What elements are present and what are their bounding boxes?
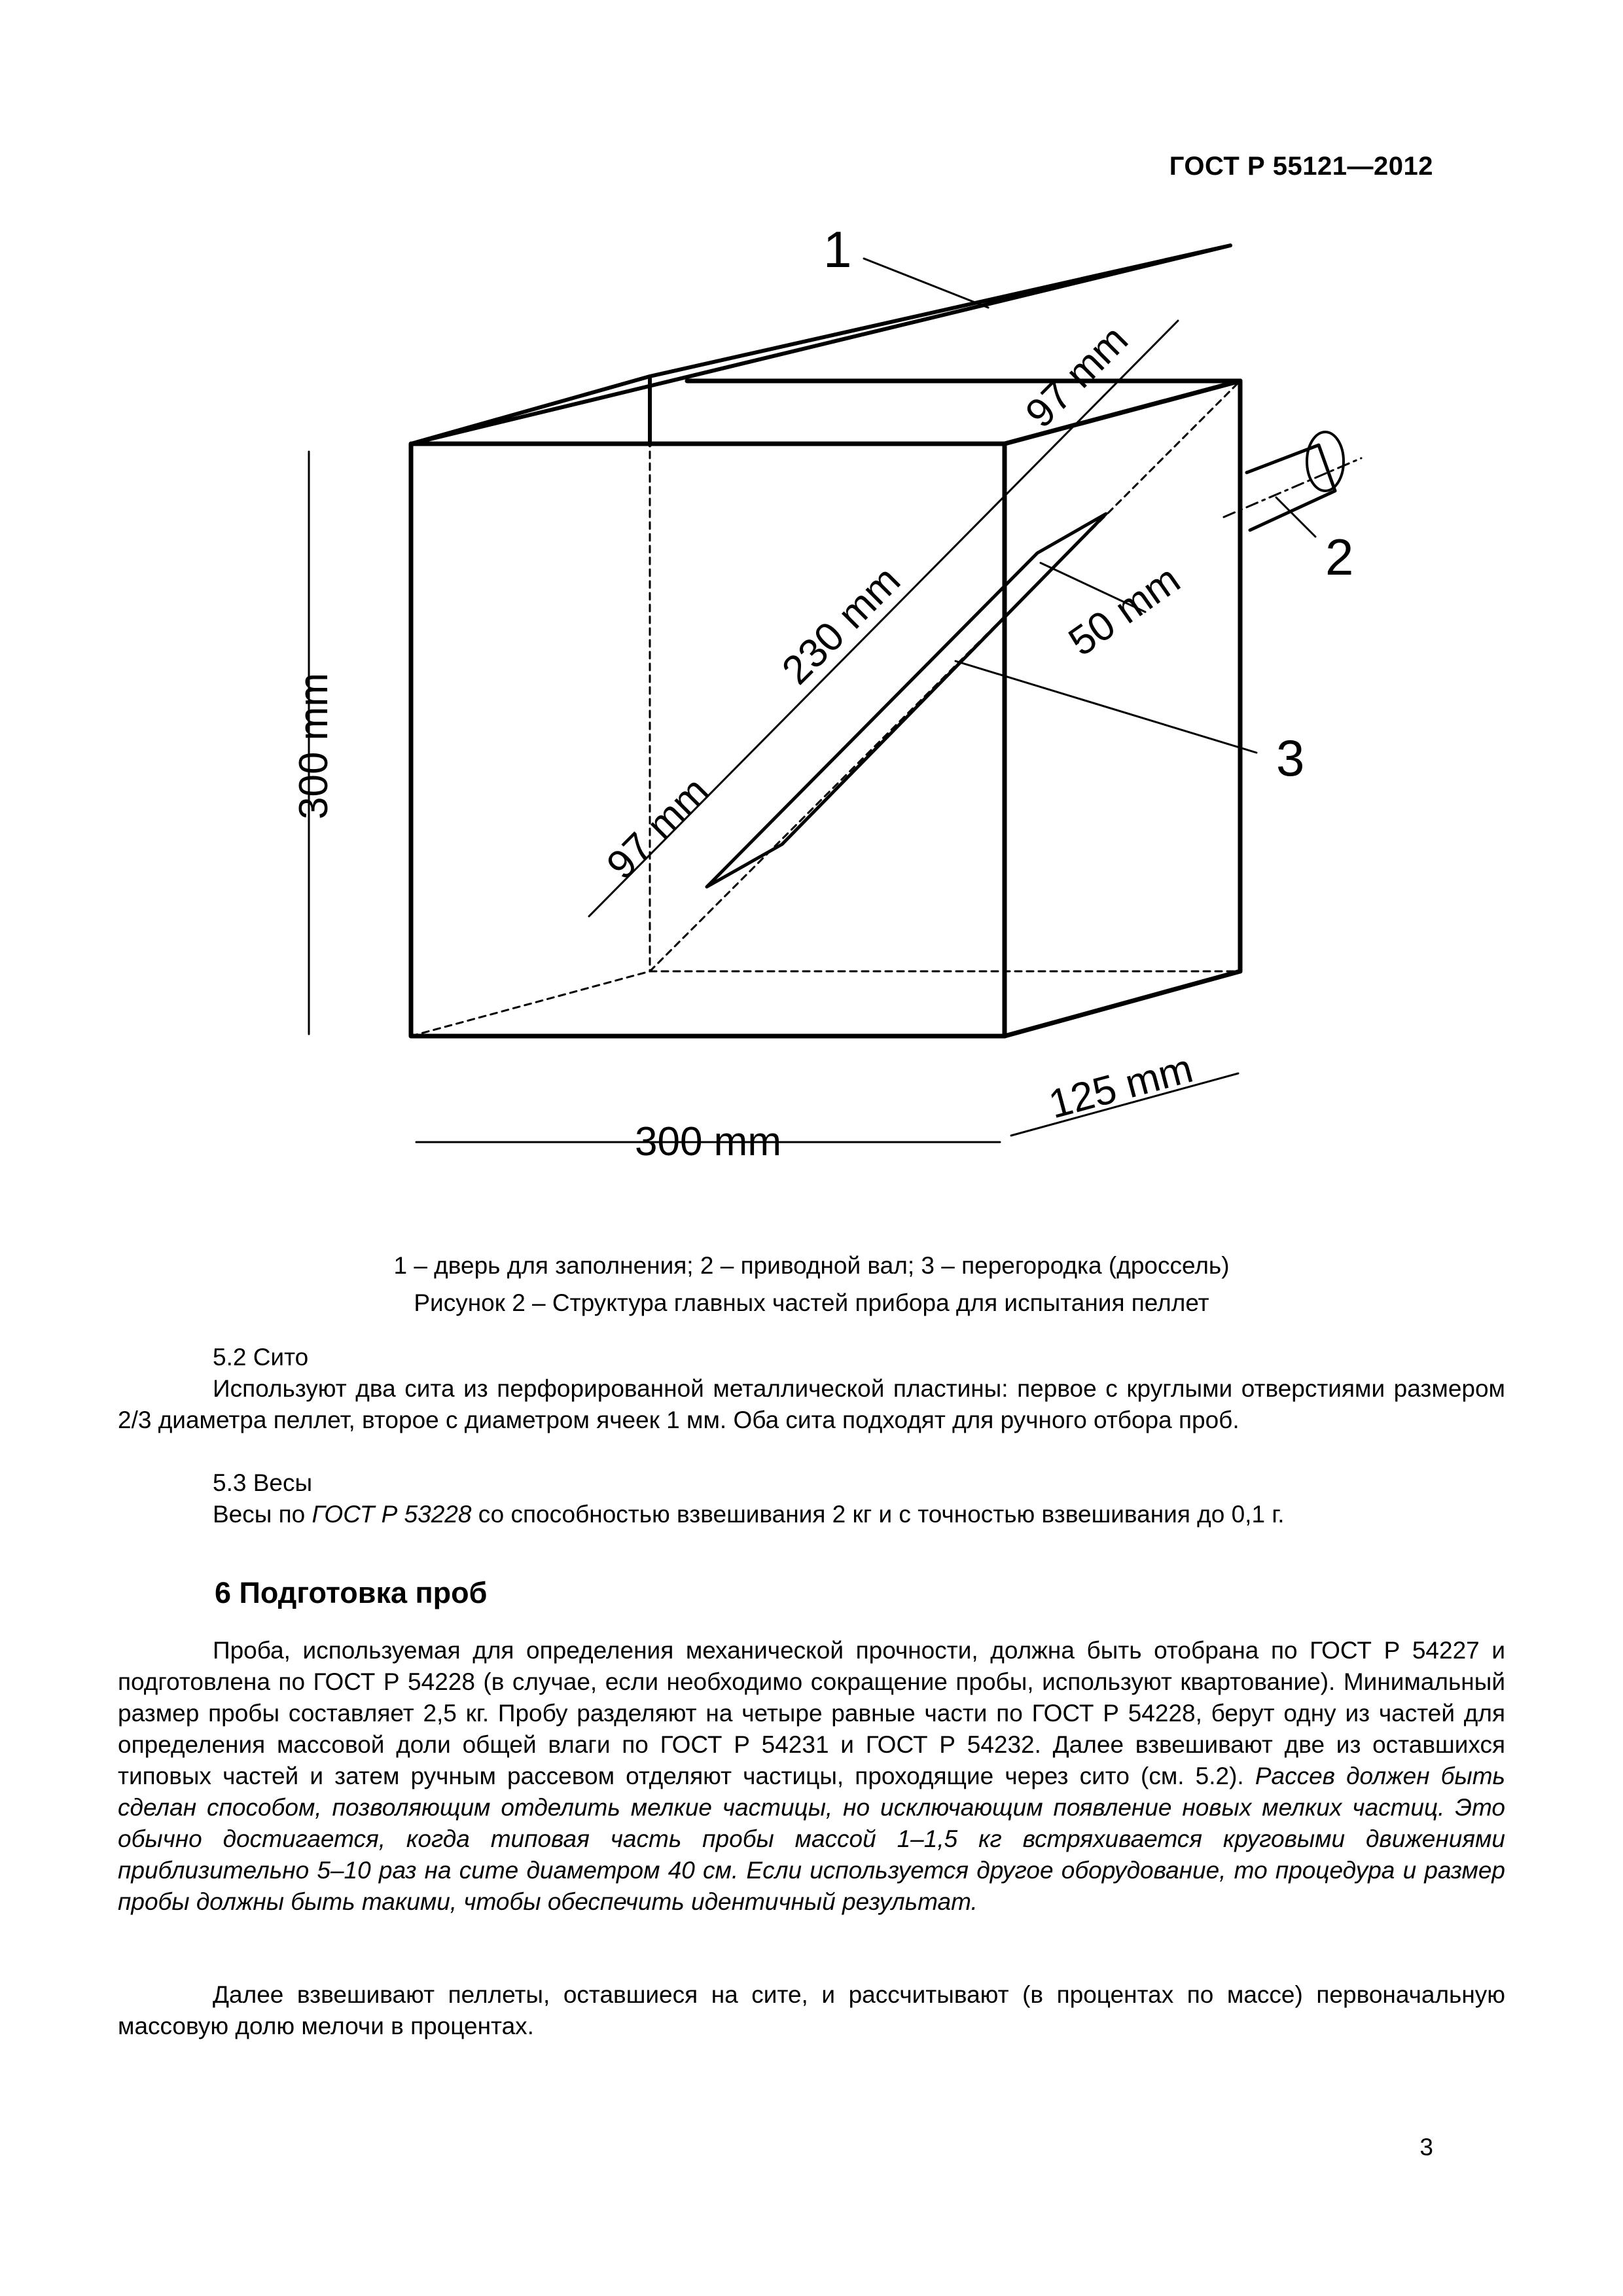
leader-3 — [955, 661, 1257, 753]
section-5-3-text-after: со способностью взвешивания 2 кг и с точностью взвешивания до 0,1 г. — [471, 1501, 1285, 1528]
section-6-para-1-italic: Рассев должен быть сделан способом, позволяющим отделить мелкие частицы, но исключающим появление новых мелких частиц. Это обычно достигается, когда типовая часть пробы массой 1–1,5 кг встряхивается круговыми движениями приблизительно 5–10 раз на сите диаметром 40 см. Если используется другое оборудование, то процедура и размер пробы должны быть такими, чтобы обеспечить идентичный результат. — [118, 1763, 1505, 1915]
hidden-bottom-left-edge — [411, 971, 650, 1036]
standard-code-header: ГОСТ Р 55121—2012 — [1169, 152, 1433, 181]
dim-depth-label: 125 mm — [1044, 1045, 1198, 1128]
drive-shaft — [1247, 445, 1335, 530]
section-6-para-2: Далее взвешивают пеллеты, оставшиеся на сите, и рассчитывают (в процентах по массе) первоначальную массовую долю мелочи в процентах. — [118, 1981, 1505, 2039]
section-5-3-ref: ГОСТ Р 53228 — [312, 1501, 472, 1528]
section-5-3-title: 5.3 Весы — [213, 1469, 313, 1496]
section-5-2-title: 5.2 Сито — [213, 1344, 309, 1371]
page-number: 3 — [1419, 2134, 1433, 2161]
shaft-axis — [1224, 458, 1361, 517]
section-6-para-1-plain: Проба, используемая для определения механической прочности, должна быть отобрана по ГОСТ Р 54227 и подготовлена по ГОСТ Р 54228 (в случае, если необходимо сокращение пробы, используют квартование). Минимальный размер пробы составляет 2,5 кг. Пробу разделяют на четыре равные части по ГОСТ Р 54228, берут одну из частей для определения массовой доли общей влаги по ГОСТ Р 54231 и ГОСТ Р 54232. Далее взвешивают две из оставшихся типовых частей и затем ручным рассевом отделяют частицы, проходящие через сито (см. 5.2). — [118, 1637, 1505, 1789]
figure-legend: 1 – дверь для заполнения; 2 – приводной вал; 3 – перегородка (дроссель) — [393, 1252, 1230, 1279]
fig-label-3: 3 — [1276, 729, 1305, 787]
dim-width-label: 300 mm — [635, 1119, 781, 1164]
dim-50-label: 50 mm — [1060, 556, 1188, 665]
leader-1 — [864, 259, 988, 308]
fig-label-1: 1 — [823, 221, 852, 278]
section-5-2-text: Используют два сита из перфорированной металлической пластины: первое с круглыми отверстиями размером 2/3 диаметра пеллет, второе с диаметром ячеек 1 мм. Оба сита подходят для ручного отбора проб. — [118, 1375, 1505, 1433]
dim-top-97-label: 97 mm — [1017, 317, 1137, 437]
section-5-3-text — [118, 1499, 1505, 1530]
section-6-para-1 — [118, 1635, 1505, 1918]
dim-bottom-97-label: 97 mm — [598, 768, 718, 888]
box-front-face — [411, 444, 1005, 1036]
box-bottom-right-edge — [1005, 971, 1240, 1036]
dim-height-label: 300 mm — [291, 673, 336, 819]
dim-diag-230-label: 230 mm — [773, 557, 910, 694]
section-6-heading: 6 Подготовка проб — [215, 1576, 488, 1609]
baffle-plate — [707, 514, 1106, 887]
section-5-3-text-before: Весы по — [213, 1501, 312, 1528]
figure-caption: Рисунок 2 – Структура главных частей прибора для испытания пеллет — [414, 1289, 1209, 1316]
fig-label-2: 2 — [1325, 528, 1354, 586]
